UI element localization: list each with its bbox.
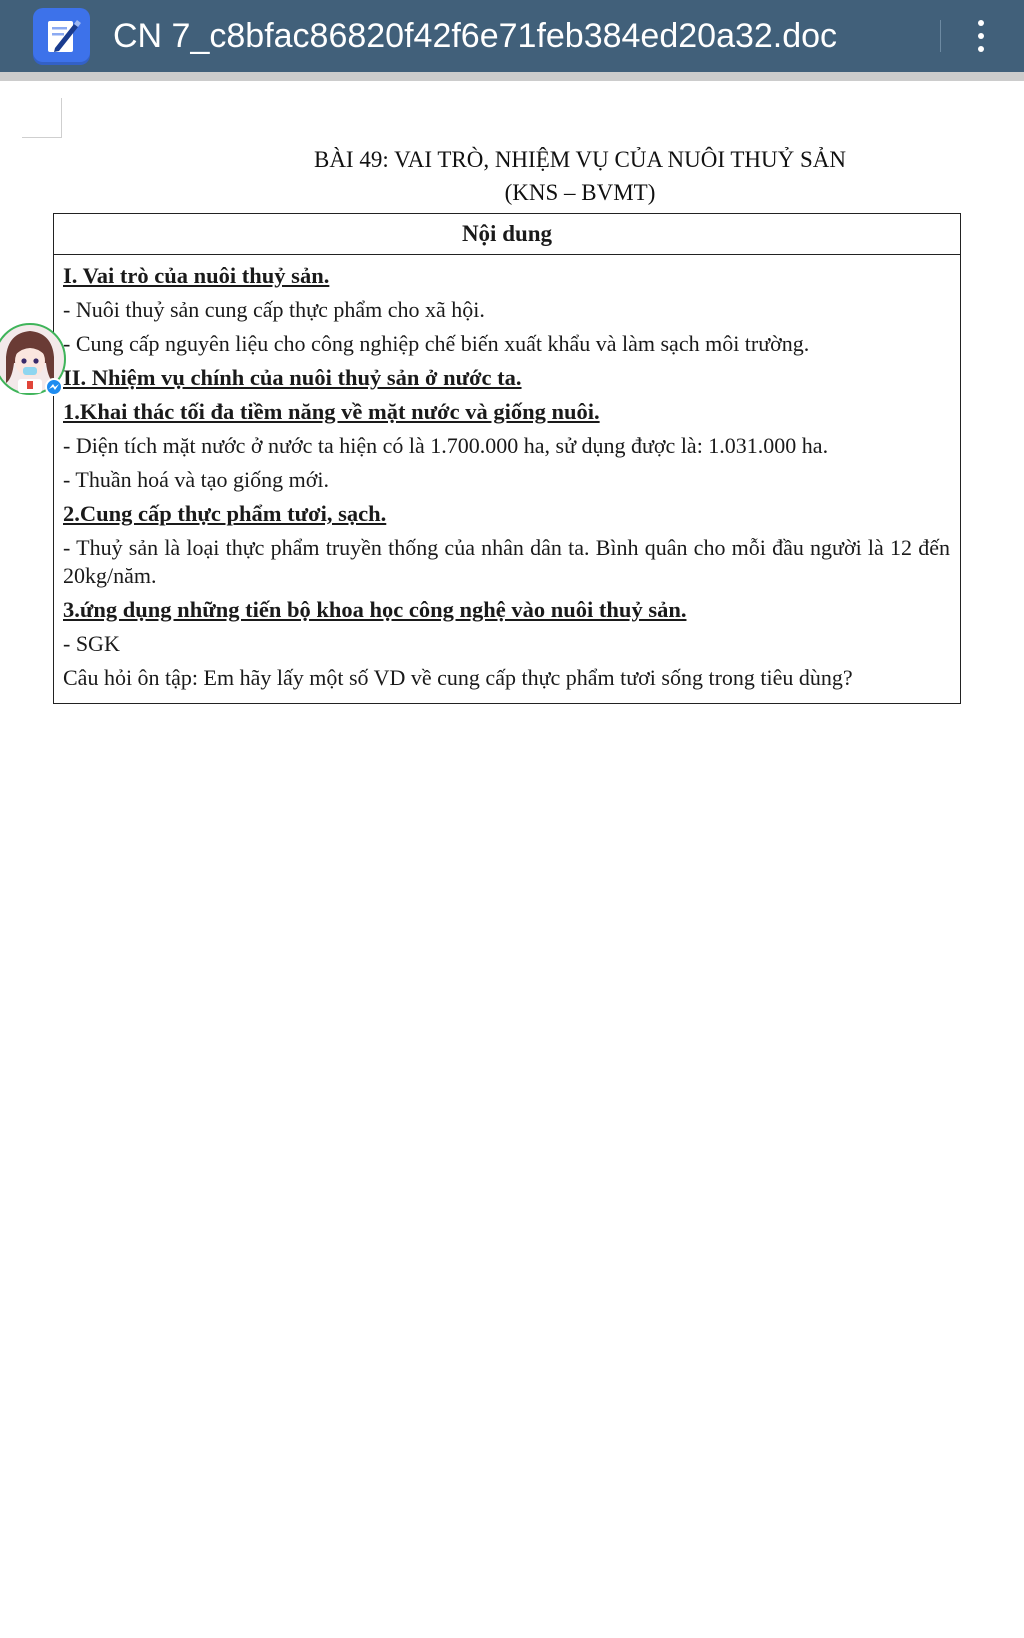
table-header: Nội dung bbox=[54, 214, 960, 255]
document-editor-icon[interactable] bbox=[33, 8, 90, 65]
content-table bbox=[53, 213, 961, 704]
document-heading bbox=[230, 143, 930, 209]
table-body bbox=[54, 255, 960, 703]
content-line: - Nuôi thuỷ sản cung cấp thực phẩm cho xã hội. bbox=[63, 297, 485, 322]
subsection-heading: 3.ứng dụng những tiến bộ khoa học công nghệ vào nuôi thuỷ sản. bbox=[63, 597, 687, 622]
page-margin-marker bbox=[22, 98, 62, 138]
content-line: - Diện tích mặt nước ở nước ta hiện có là 1.700.000 ha, sử dụng được là: 1.031.000 ha. bbox=[63, 433, 829, 458]
review-question: Câu hỏi ôn tập: Em hãy lấy một số VD về cung cấp thực phẩm tươi sống trong tiêu dùng? bbox=[63, 665, 853, 690]
content-paragraph: - Thuỷ sản là loại thực phẩm truyền thống của nhân dân ta. Bình quân cho mỗi đầu người là 12 đến 20kg/năm. bbox=[63, 535, 950, 588]
messenger-chat-head-icon[interactable] bbox=[0, 319, 68, 399]
subsection-heading: 1.Khai thác tối đa tiềm năng về mặt nước và giống nuôi. bbox=[63, 399, 600, 424]
subsection-heading: 2.Cung cấp thực phẩm tươi, sạch. bbox=[63, 501, 387, 526]
toolbar-divider bbox=[940, 20, 941, 52]
section-heading: I. Vai trò của nuôi thuỷ sản. bbox=[63, 263, 330, 288]
document-title: CN 7_c8bfac86820f42f6e71feb384ed20a32.doc bbox=[113, 17, 838, 55]
heading-title: BÀI 49: VAI TRÒ, NHIỆM VỤ CỦA NUÔI THUỶ SẢN bbox=[313, 147, 847, 172]
heading-subtitle: (KNS – BVMT) bbox=[504, 180, 656, 205]
app-bar-shadow bbox=[0, 72, 1024, 81]
app-bar bbox=[0, 0, 1024, 72]
content-line: - Cung cấp nguyên liệu cho công nghiệp chế biến xuất khẩu và làm sạch môi trường. bbox=[63, 331, 810, 356]
section-heading: II. Nhiệm vụ chính của nuôi thuỷ sản ở nước ta. bbox=[63, 365, 522, 390]
more-vert-icon[interactable] bbox=[966, 14, 996, 58]
content-line: - SGK bbox=[63, 631, 120, 656]
content-line: - Thuần hoá và tạo giống mới. bbox=[63, 467, 330, 492]
